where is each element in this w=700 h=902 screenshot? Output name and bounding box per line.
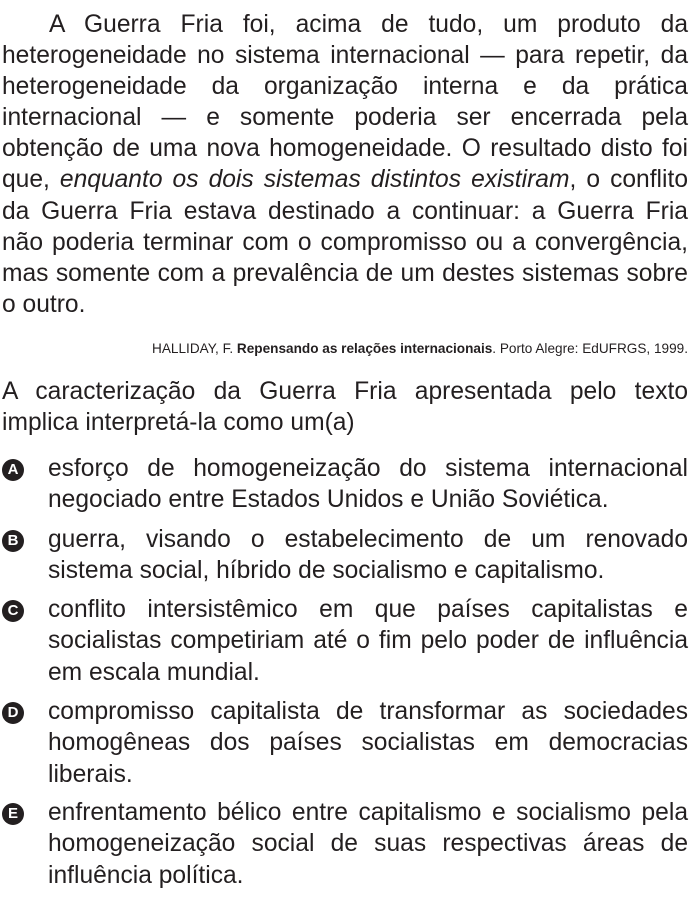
citation-author: HALLIDAY, F. bbox=[152, 341, 237, 356]
option-d-text: compromisso capitalista de transformar as sociedades homogêneas dos países socialistas em democracias liberais. bbox=[48, 698, 688, 788]
option-a-letter-badge: A bbox=[2, 459, 24, 481]
passage-italic-emphasis: enquanto os dois sistemas distintos existiram bbox=[59, 166, 570, 194]
passage-text-start: A Guerra Fria foi, acima de tudo, um produto da heterogeneidade no sistema internacional — para repetir, da heterogeneidade da organização interna e da prática internacional — e somente poderia ser encerrada pela obtenção de uma nova homogeneidade. O resultado disto foi que, bbox=[2, 11, 688, 194]
question-stem: A caracterização da Guerra Fria apresentada pelo texto implica interpretá-la como um(a) bbox=[2, 378, 688, 436]
option-e-text: enfrentamento bélico entre capitalismo e socialismo pela homogeneização social de suas respectivas áreas de influência política. bbox=[48, 799, 688, 889]
option-c-text: conflito intersistêmico em que países capitalistas e socialistas competiriam até o fim pelo poder de influência em escala mundial. bbox=[48, 596, 688, 686]
option-c-letter-badge: C bbox=[2, 600, 24, 622]
passage-text-end: , o conflito da Guerra Fria estava destinado a continuar: a Guerra Fria não poderia terminar com o compromisso ou a convergência, mas somente com a prevalência de um destes sistemas sobre o outro. bbox=[2, 166, 688, 318]
option-b-letter-badge: B bbox=[2, 530, 24, 552]
option-d-letter-badge: D bbox=[2, 702, 24, 724]
citation-publication: . Porto Alegre: EdUFRGS, 1999. bbox=[492, 341, 688, 356]
source-passage bbox=[2, 9, 688, 320]
option-e-letter-badge: E bbox=[2, 803, 24, 825]
option-b-text: guerra, visando o estabelecimento de um renovado sistema social, híbrido de socialismo e capitalismo. bbox=[48, 526, 688, 585]
source-citation bbox=[0, 340, 688, 358]
citation-title: Repensando as relações internacionais bbox=[236, 341, 493, 356]
option-a-text: esforço de homogeneização do sistema internacional negociado entre Estados Unidos e União Soviética. bbox=[48, 455, 688, 514]
